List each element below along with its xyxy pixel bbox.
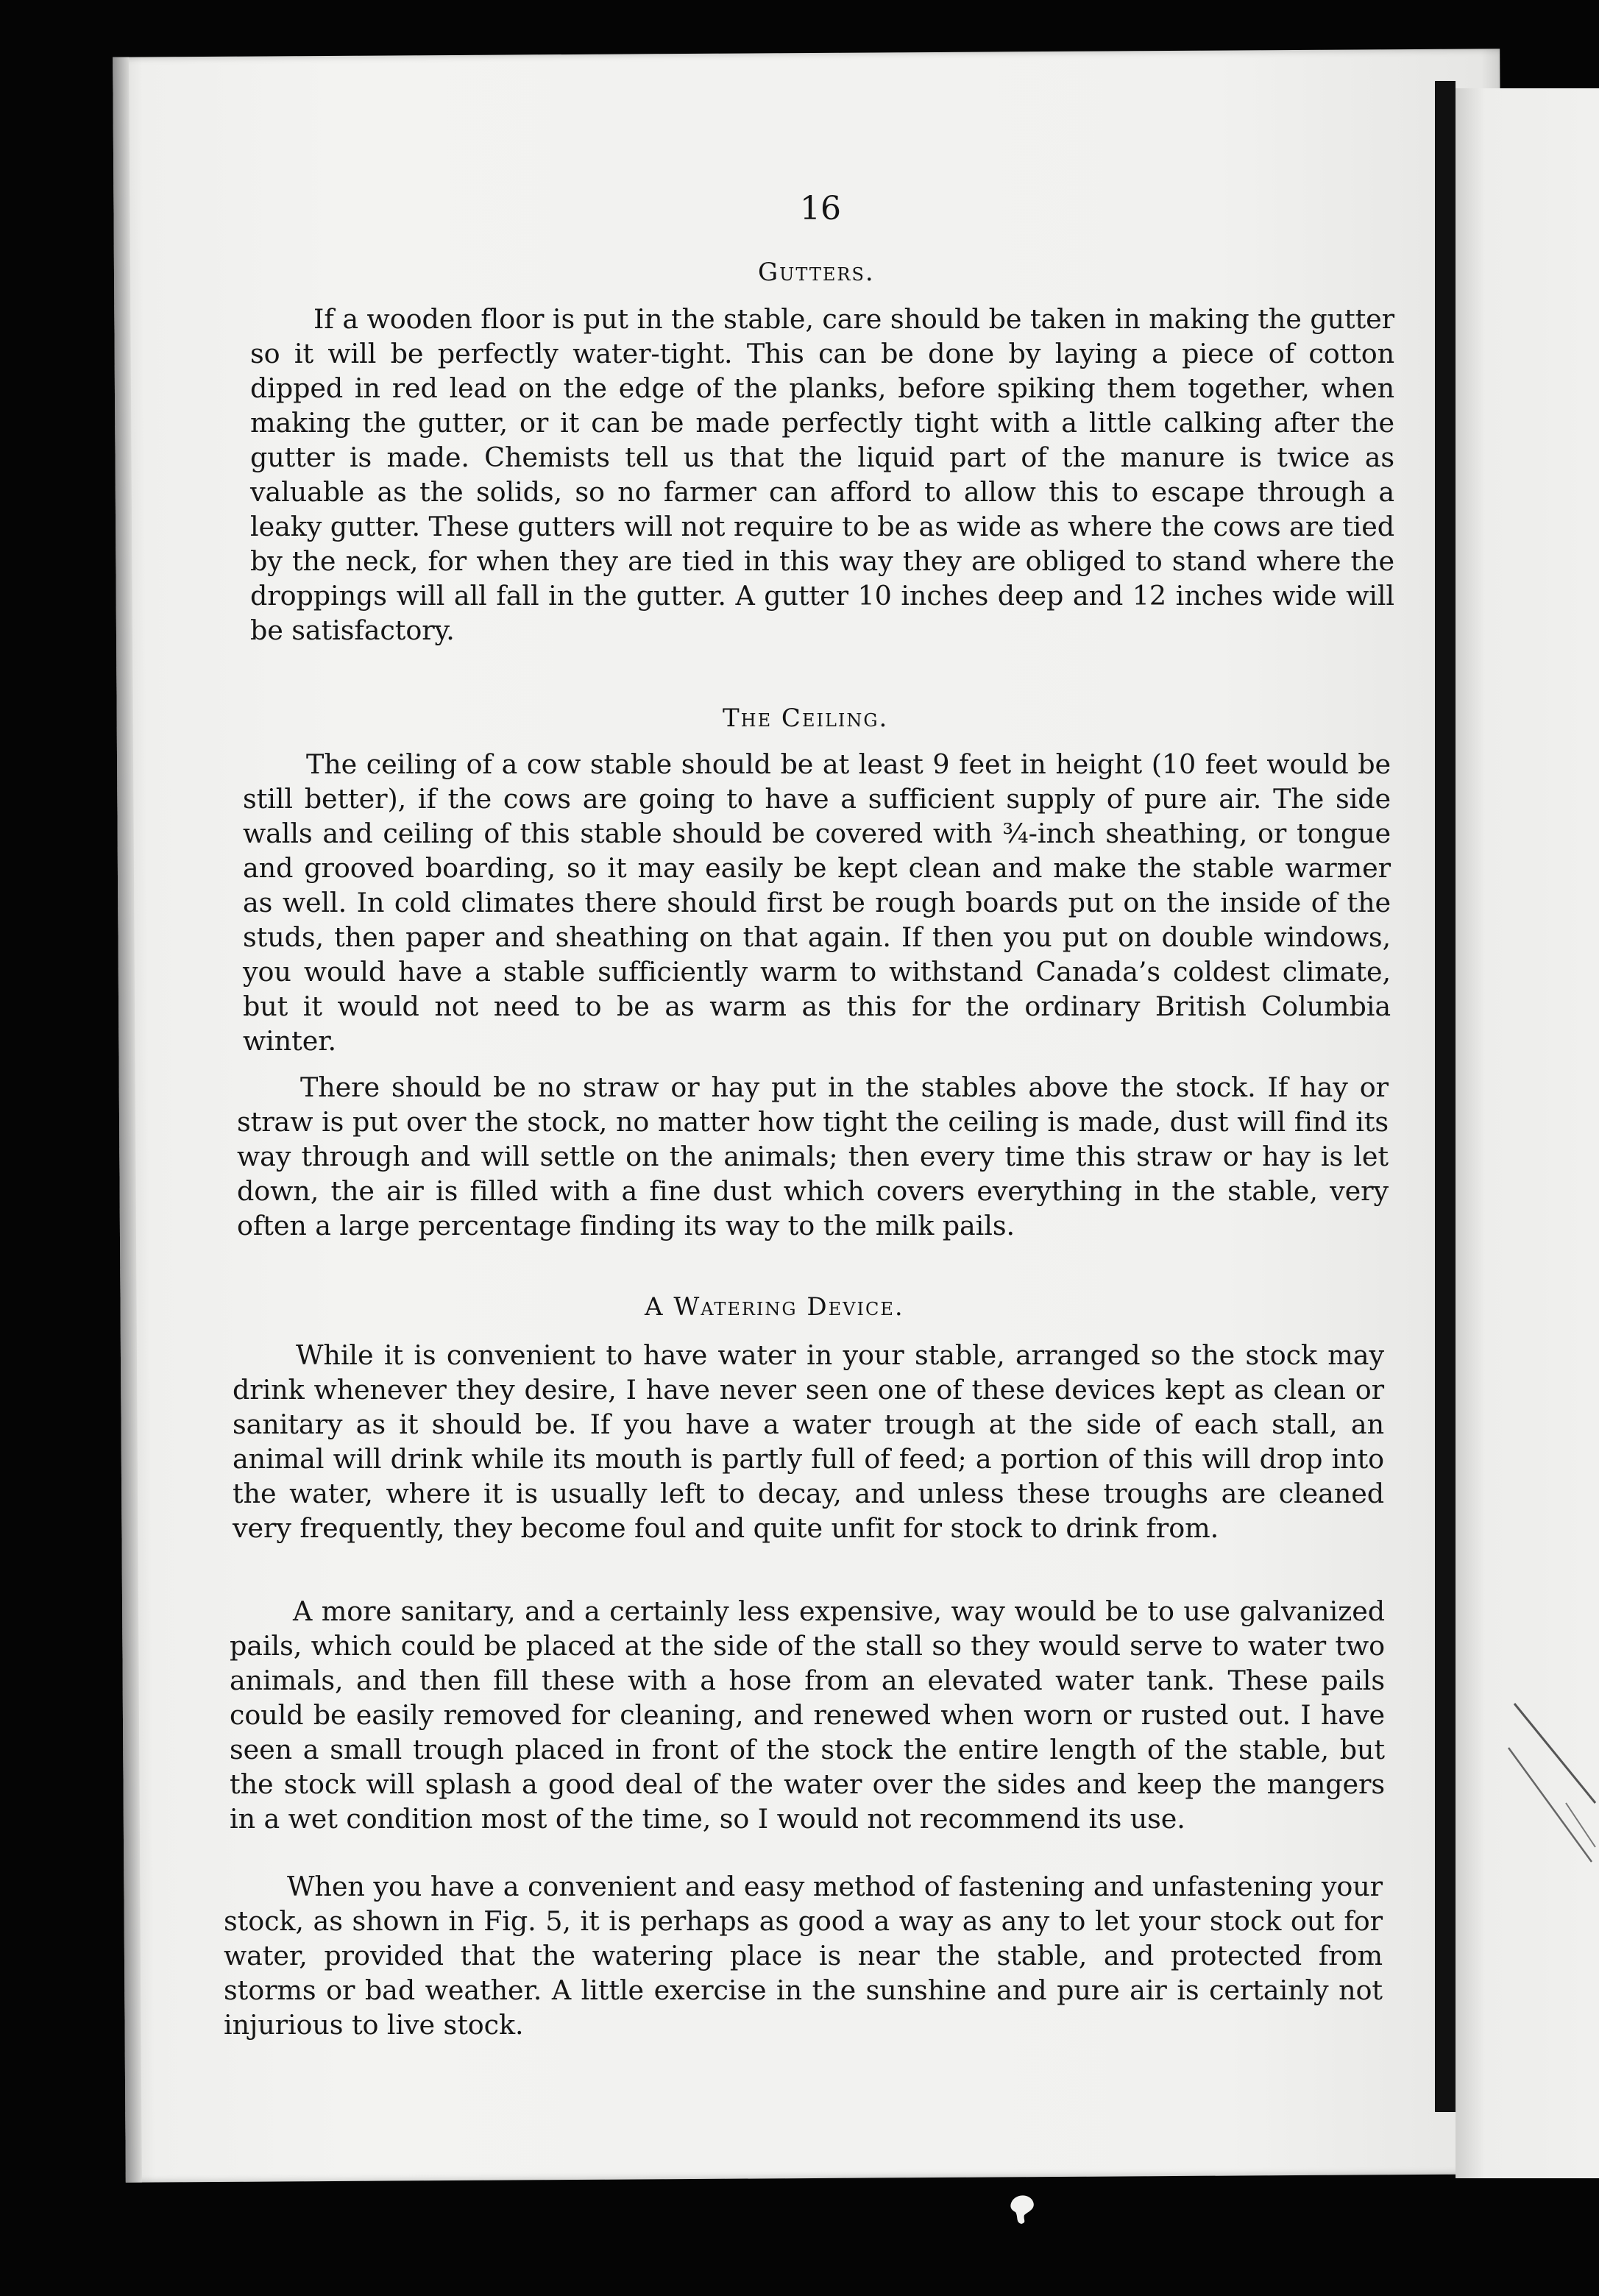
paragraph-text: A more sanitary, and a certainly less expensive, way would be to use galvanized pails, which could be placed at the side of the stall so they would serve to water two animals, and then fill these with a hose from an elevated water tank. These pails could be easily removed for cleaning, and renewed when worn or rusted out. I have seen a small trough placed in front of the stock the entire length of the stable, but the stock will splash a good deal of the water over the sides and keep the mangers in a wet condition most of the time, so I would not recommend its use. [230, 1595, 1385, 1835]
paragraph-text: If a wooden floor is put in the stable, care should be taken in making the gutter so it will be perfectly water-tight. This can be done by laying a piece of cotton dipped in red lead on the edge of the planks, before spiking them together, when making the gutter, or it can be made perfectly tight with a little calking after the gutter is made. Chemists tell us that the liquid part of the manure is twice as valuable as the solids, so no farmer can afford to allow this to escape through a leaky gutter. These gutters will not require to be as wide as where the cows are tied by the neck, for when they are tied in this way they are obliged to stand where the droppings will all fall in the gutter. A gutter 10 inches deep and 12 inches wide will be satisfactory. [250, 303, 1394, 646]
page-number: 16 [800, 190, 841, 227]
paragraph-gutters [250, 302, 1394, 648]
paragraph-watering-outdoors [224, 1869, 1383, 2042]
pencil-marks-icon [1456, 88, 1599, 2178]
paragraph-watering-troughs [233, 1338, 1384, 1545]
paragraph-text: There should be no straw or hay put in the stables above the stock. If hay or straw is put over the stock, no matter how tight the ceiling is made, dust will find its way through and will settle on the animals; then every time this straw or hay is let down, the air is filled with a fine dust which covers everything in the stable, very often a large percentage finding its way to the milk pails. [237, 1071, 1389, 1241]
ink-smudge-icon [1008, 2193, 1038, 2225]
paragraph-text: When you have a convenient and easy method of fastening and unfastening your stock, as shown in Fig. 5, it is perhaps as good a way as any to let your stock out for water, provided that the watering place is near the stable, and protected from storms or bad weather. A little exercise in the sunshine and pure air is certainly not injurious to live stock. [224, 1871, 1383, 2041]
paragraph-watering-pails [230, 1594, 1385, 1836]
paragraph-ceiling-straw [237, 1070, 1389, 1243]
section-heading-ceiling: The Ceiling. [723, 704, 889, 733]
adjacent-page-edge [1456, 88, 1599, 2178]
book-spine [1435, 81, 1456, 2112]
page-edge-shadow [113, 57, 142, 2183]
section-heading-watering-device: A Watering Device. [645, 1292, 904, 1322]
paragraph-text: The ceiling of a cow stable should be at least 9 feet in height (10 feet would be still better), if the cows are going to have a sufficient supply of pure air. The side walls and ceiling of this stable should be covered with ¾-inch sheathing, or tongue and grooved boarding, so it may easily be kept clean and make the stable warmer as well. In cold climates there should first be rough boards put on the inside of the studs, then paper and sheathing on that again. If then you put on double windows, you would have a stable sufficiently warm to withstand Canada’s coldest climate, but it would not need to be as warm as this for the ordinary British Columbia winter. [243, 748, 1391, 1057]
paragraph-ceiling-height [243, 747, 1391, 1058]
paragraph-text: While it is convenient to have water in your stable, arranged so the stock may drink whenever they desire, I have never seen one of these devices kept as clean or sanitary as it should be. If you have a water trough at the side of each stall, an animal will drink while its mouth is partly full of feed; a portion of this will drop into the water, where it is usually left to decay, and unless these troughs are cleaned very frequently, they become foul and quite unfit for stock to drink from. [233, 1339, 1384, 1544]
section-heading-gutters: Gutters. [758, 258, 875, 287]
